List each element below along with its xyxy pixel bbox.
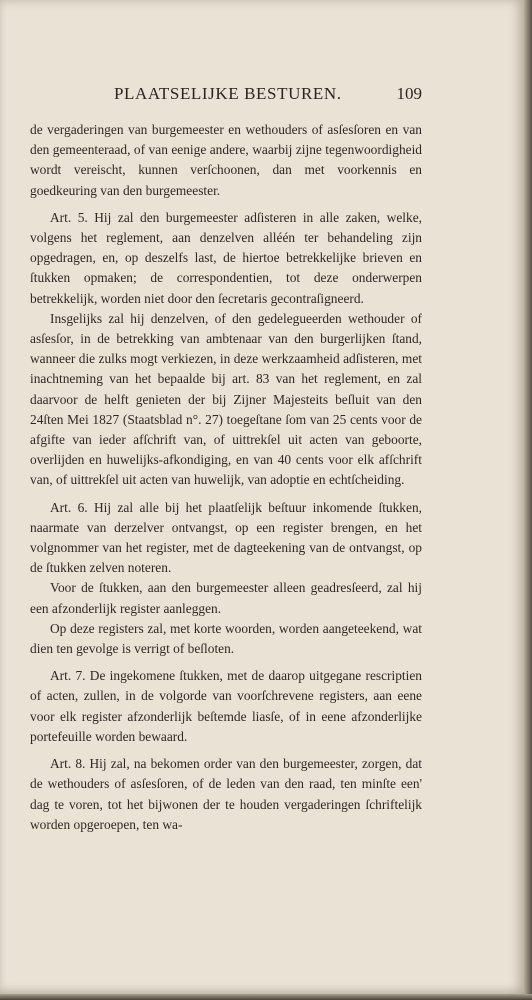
paragraph-continuation: de vergaderingen van burgemeester en wethouders of asſesſoren en van den gemeenteraad, of van eenige andere, waarbij zijne tegenwoordigheid wordt vereischt, kunnen verſchoonen, dan met voorkennis en goedkeuring van den burgemeester. (30, 122, 422, 198)
page-right-edge (524, 0, 532, 1000)
page-bottom-edge (0, 994, 532, 1000)
paragraph-art-6: Art. 6. Hij zal alle bij het plaatſelijk beſtuur inkomende ſtukken, naarmate van derzelver ontvangst, op een register brengen, en het volgnommer van het register, met de dagteekening van de ontvangst, op de ſtukken zelven noteren. (30, 499, 422, 576)
page-number: 109 (396, 84, 422, 103)
running-title: PLAATSELIJKE BESTUREN. (114, 84, 342, 103)
paragraph-voor-de-stukken: Voor de ſtukken, aan den burgemeester alleen geadresſeerd, zal hij een afzonderlijk register aanleggen. (30, 580, 422, 616)
page-header (30, 84, 422, 108)
paragraph-insgelijks: Insgelijks zal hij denzelven, of den gedelegueerden wethouder of asſesſor, in de betrekking van ambtenaar van den burgerlijken ſtand, wanneer die zulks mogt verkiezen, in deze werkzaamheid adſisteren, met inachtneming van het bepaalde bij art. 83 van het reglement, en zal daarvoor de helft genieten der bij Zijner Majesteits beſluit van den 24ſten Mei 1827 (Staatsblad n°. 27) toegeſtane ſom van 25 cents voor de afgifte van ieder afſchrift van, of uittrekſel uit acten van geboorte, overlijden en huwelijks-afkondiging, en van 40 cents voor elk afſchrift van, of uittrekſel uit acten van huwelijk, van adoptie en echtſcheiding. (30, 310, 422, 488)
paragraph-art-8: Art. 8. Hij zal, na bekomen order van den burgemeester, zorgen, dat de wethouders of asſesſoren, of de leden van den raad, ten minſte een' dag te voren, tot het bijwonen der te houden vergaderingen ſchriftelijk worden opgeroepen, ten wa- (30, 756, 422, 832)
paragraph-op-deze-registers: Op deze registers zal, met korte woorden, worden aangeteekend, wat dien ten gevolge is verrigt of beſloten. (30, 620, 422, 657)
paragraph-art-7: Art. 7. De ingekomene ſtukken, met de daarop uitgegane rescriptien of acten, zullen, in de volgorde van voorſchrevene registers, aan eene voor elk register afzonderlijk beſtemde liasſe, of in eene afzonderlijke portefeuille worden bewaard. (30, 668, 422, 744)
paragraph-art-5: Art. 5. Hij zal den burgemeester adſisteren in alle zaken, welke, volgens het reglement, aan denzelven alléén ter behandeling zijn opgedragen, en, op deszelfs last, de hiertoe betrekkelijke brieven en ſtukken opmaken; de correspondentien, tot deze onderwerpen betrekkelijk, worden niet door den ſecretaris gecontraſigneerd. (30, 209, 422, 306)
body-text (30, 120, 422, 835)
